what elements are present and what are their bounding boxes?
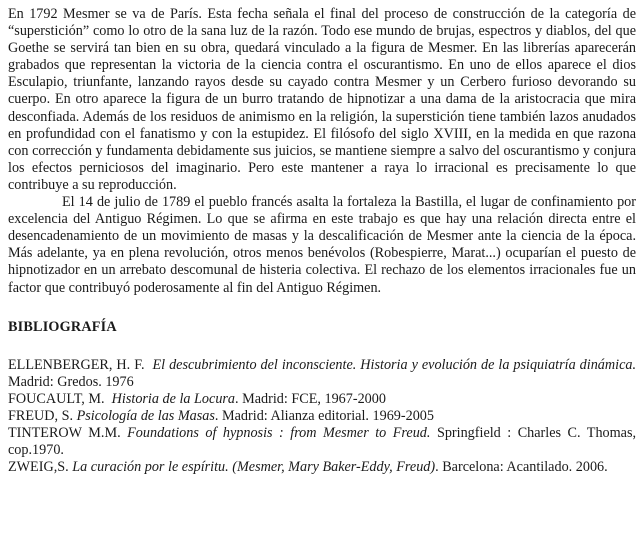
body-paragraph-1: En 1792 Mesmer se va de París. Esta fecha señala el final del proceso de construcción de la categoría de “superstición” como lo otro de la sana luz de la razón. Todo ese mundo de brujas, espectros y diablos, del que Goethe se servirá tan bien en su obra, quedará vinculado a la figura de Mesmer. En las librerías aparecerán grabados que representan la victoria de la ciencia contra el oscurantismo. En uno de ellos aparece el dios Esculapio, triunfante, lanzando rayos desde su cayado contra Mesmer y un Cerbero furioso devorando su cuerpo. En otro aparece la figura de un burro tratando de hipnotizar a una dama de la aristocracia que mira desconfiada. Además de los residuos de animismo en la religión, la superstición tiene también lazos anudados en profundidad con el fanatismo y con la estupidez. El filósofo del siglo XVIII, en la medida en que razona con corrección y fundamenta debidamente sus juicios, se mantiene siempre a salvo del oscurantismo y conjura los efectos perniciosos del imaginario. Pero este mantener a raya lo irracional es precisamente lo que contribuye a su reproducción. xyxy=(8,6,636,193)
bib-title: Historia de la Locura xyxy=(111,390,236,407)
bib-publisher: . Barcelona: Acantilado. 2006. xyxy=(435,459,608,476)
bib-publisher: . Madrid: Alianza editorial. 1969-2005 xyxy=(214,407,434,424)
body-paragraph-2: El 14 de julio de 1789 el pueblo francés asalta la fortaleza la Bastilla, el lugar de confinamiento por excelencia del Antiguo Régimen. Lo que se afirma en este trabajo es que hay una relación directa entre el desencadenamiento de un movimiento de masas y la descalificación de Mesmer ante la ciencia de la época. Más adelante, ya en plena revolución, otros menos benévolos (Robespierre, Marat...) ocuparían el puesto de hipnotizador en un arrebato descomunal de histeria colectiva. El rechazo de los elementos irracionales fue un factor que contribuyó poderosamente al fin del Antiguo Régimen. xyxy=(8,194,636,296)
bibliography-entry xyxy=(8,391,636,408)
bibliography-heading: BIBLIOGRAFÍA xyxy=(8,318,117,335)
bibliography-entry xyxy=(8,408,636,425)
bib-title: La curación por le espíritu. (Mesmer, Mary Baker-Eddy, Freud) xyxy=(72,459,436,476)
bib-author: TINTEROW M.M. xyxy=(8,424,121,441)
bib-title: El descubrimiento del inconsciente. Historia y evolución de la psiquiatría dinámica. xyxy=(152,356,637,373)
bib-title: Psicología de las Masas xyxy=(76,407,215,424)
bib-publisher: . Madrid: FCE, 1967-2000 xyxy=(235,390,386,407)
bibliography-entry xyxy=(8,357,636,391)
bibliography-entry xyxy=(8,425,636,459)
bib-publisher: Madrid: Gredos. 1976 xyxy=(8,373,134,390)
bibliography-list xyxy=(8,357,636,477)
bib-author: ZWEIG,S. xyxy=(8,459,69,476)
bib-title: Foundations of hypnosis : from Mesmer to Freud. xyxy=(127,424,431,441)
bib-publisher: Springfield : Charles C. Thomas, cop.1970. xyxy=(8,424,637,459)
bib-author: FREUD, S. xyxy=(8,407,74,424)
bib-author: FOUCAULT, M. xyxy=(8,390,105,407)
bib-author: ELLENBERGER, H. F. xyxy=(8,356,145,373)
bibliography-entry xyxy=(8,459,636,476)
